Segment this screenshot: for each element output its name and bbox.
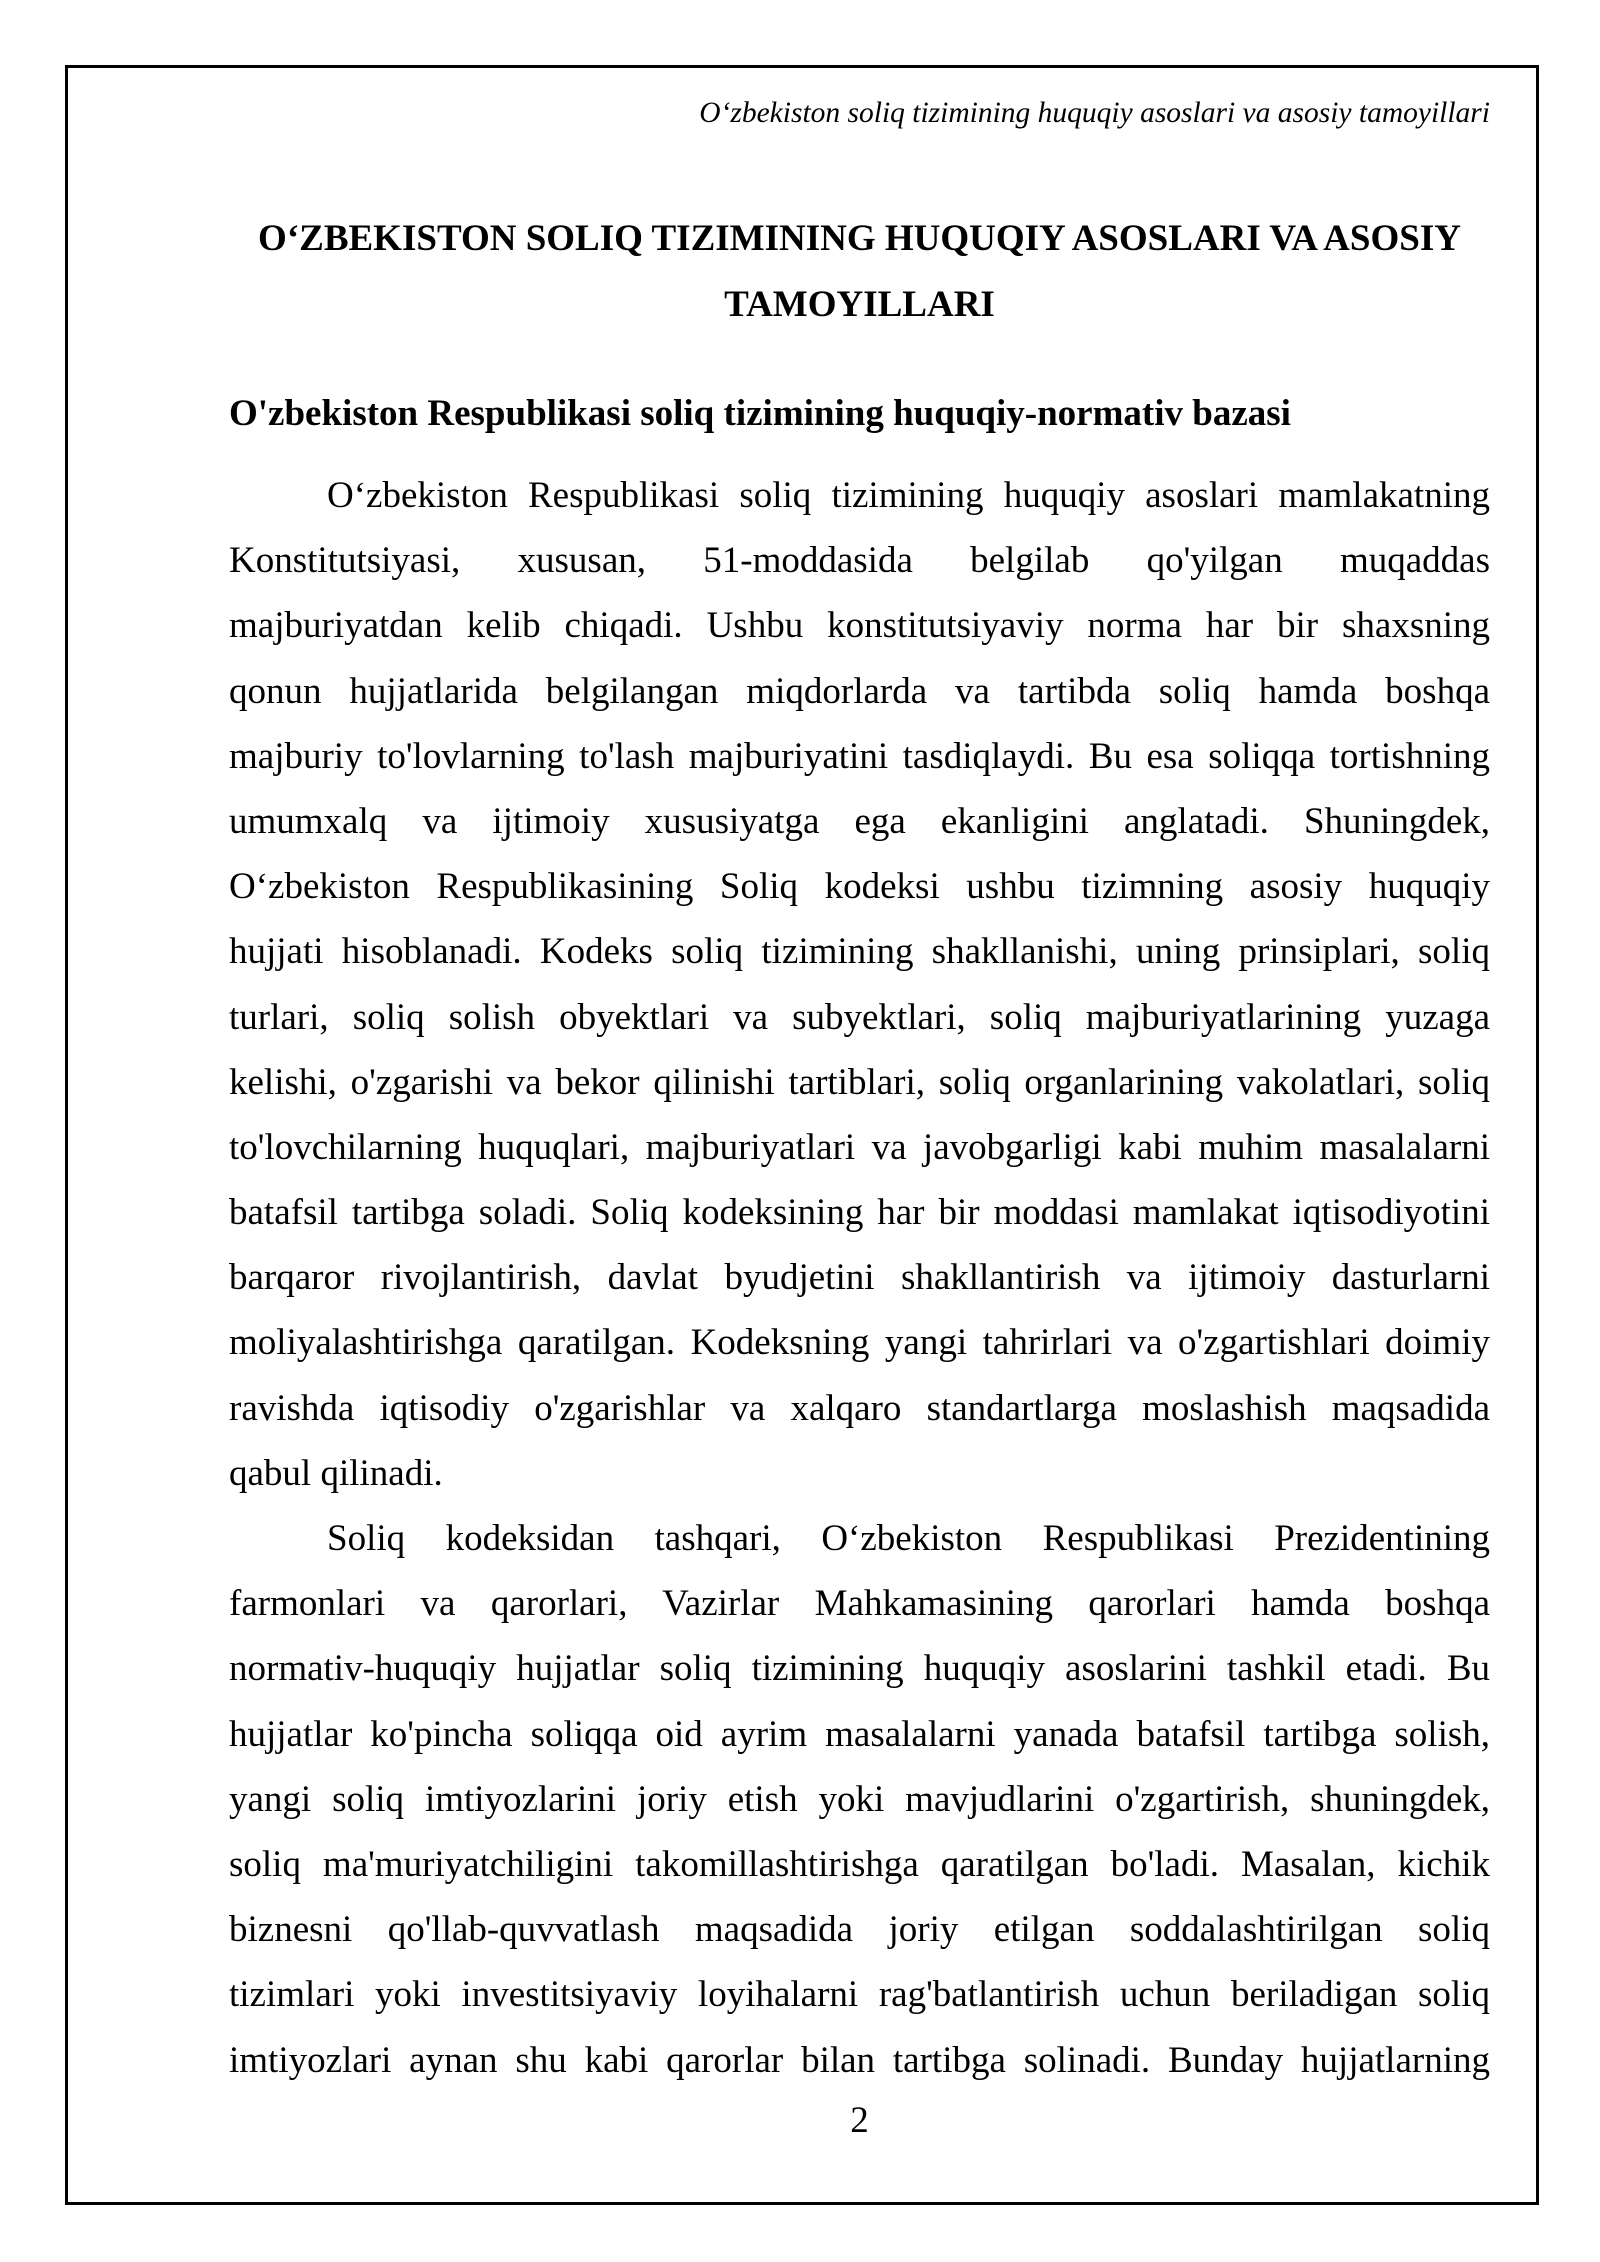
paragraph-line: O‘zbekiston Respublikasining Soliq kodeksi ushbu tizimning asosiy huquqiy [229,866,1490,908]
paragraph-line: turlari, soliq solish obyektlari va subyektlari, soliq majburiyatlarining yuzaga [229,996,1490,1038]
paragraph-line: to'lovchilarning huquqlari, majburiyatlari va javobgarligi kabi muhim masalalarni [229,1126,1490,1168]
paragraph-line: umumxalq va ijtimoiy xususiyatga ega ekanligini anglatadi. Shuningdek, [229,800,1490,842]
paragraph-line: majburiyatdan kelib chiqadi. Ushbu konstitutsiyaviy norma har bir shaxsning [229,605,1490,647]
paragraph-line: batafsil tartibga soladi. Soliq kodeksining har bir moddasi mamlakat iqtisodiyotini [229,1192,1490,1234]
document-title [229,206,1490,338]
running-header: O‘zbekiston soliq tizimining huquqiy asoslari va asosiy tamoyillari [699,97,1490,129]
paragraph-line: hujjatlar ko'pincha soliqqa oid ayrim masalalarni yanada batafsil tartibga solish, [229,1713,1490,1755]
paragraph-line: ravishda iqtisodiy o'zgarishlar va xalqaro standartlarga moslashish maqsadida [229,1387,1490,1429]
paragraph [229,463,1490,1506]
paragraph-line: Soliq kodeksidan tashqari, O‘zbekiston Respublikasi Prezidentining [327,1518,1490,1559]
paragraph-line: tizimlari yoki investitsiyaviy loyihalarni rag'batlantirish uchun beriladigan soliq [229,1974,1490,2016]
paragraph-line: qabul qilinadi. [229,1452,443,1494]
paragraph-line: biznesni qo'llab-quvvatlash maqsadida joriy etilgan soddalashtirilgan soliq [229,1909,1490,1951]
paragraph-line: moliyalashtirishga qaratilgan. Kodeksning yangi tahrirlari va o'zgartishlari doimiy [229,1322,1490,1364]
paragraph-line: farmonlari va qarorlari, Vazirlar Mahkamasining qarorlari hamda boshqa [229,1583,1490,1625]
section-heading: O'zbekiston Respublikasi soliq tizimining huquqiy-normativ bazasi [229,393,1291,434]
paragraph-line: imtiyozlari aynan shu kabi qarorlar bilan tartibga solinadi. Bunday hujjatlarning [229,2039,1490,2081]
body-text [229,463,1490,2093]
paragraph-line: qonun hujjatlarida belgilangan miqdorlarda va tartibda soliq hamda boshqa [229,670,1490,712]
paragraph-line: majburiy to'lovlarning to'lash majburiyatini tasdiqlaydi. Bu esa soliqqa tortishning [229,735,1490,777]
paragraph-line: normativ-huquqiy hujjatlar soliq tizimining huquqiy asoslarini tashkil etadi. Bu [229,1648,1490,1690]
title-line: TAMOYILLARI [724,284,995,325]
paragraph-line: yangi soliq imtiyozlarini joriy etish yoki mavjudlarini o'zgartirish, shuningdek, [229,1778,1490,1820]
paragraph [229,1506,1490,2093]
page-number: 2 [850,2100,869,2141]
paragraph-line: barqaror rivojlantirish, davlat byudjetini shakllantirish va ijtimoiy dasturlarni [229,1257,1490,1299]
paragraph-line: hujjati hisoblanadi. Kodeks soliq tizimining shakllanishi, uning prinsiplari, soliq [229,931,1490,973]
paragraph-line: Konstitutsiyasi, xususan, 51-moddasida belgilab qo'yilgan muqaddas [229,540,1490,582]
paragraph-line: kelishi, o'zgarishi va bekor qilinishi tartiblari, soliq organlarining vakolatlari, soliq [229,1061,1490,1103]
title-line: O‘ZBEKISTON SOLIQ TIZIMINING HUQUQIY ASOSLARI VA ASOSIY [258,218,1461,259]
paragraph-line: O‘zbekiston Respublikasi soliq tizimining huquqiy asoslari mamlakatning [327,475,1490,516]
paragraph-line: soliq ma'muriyatchiligini takomillashtirishga qaratilgan bo'ladi. Masalan, kichik [229,1843,1490,1885]
